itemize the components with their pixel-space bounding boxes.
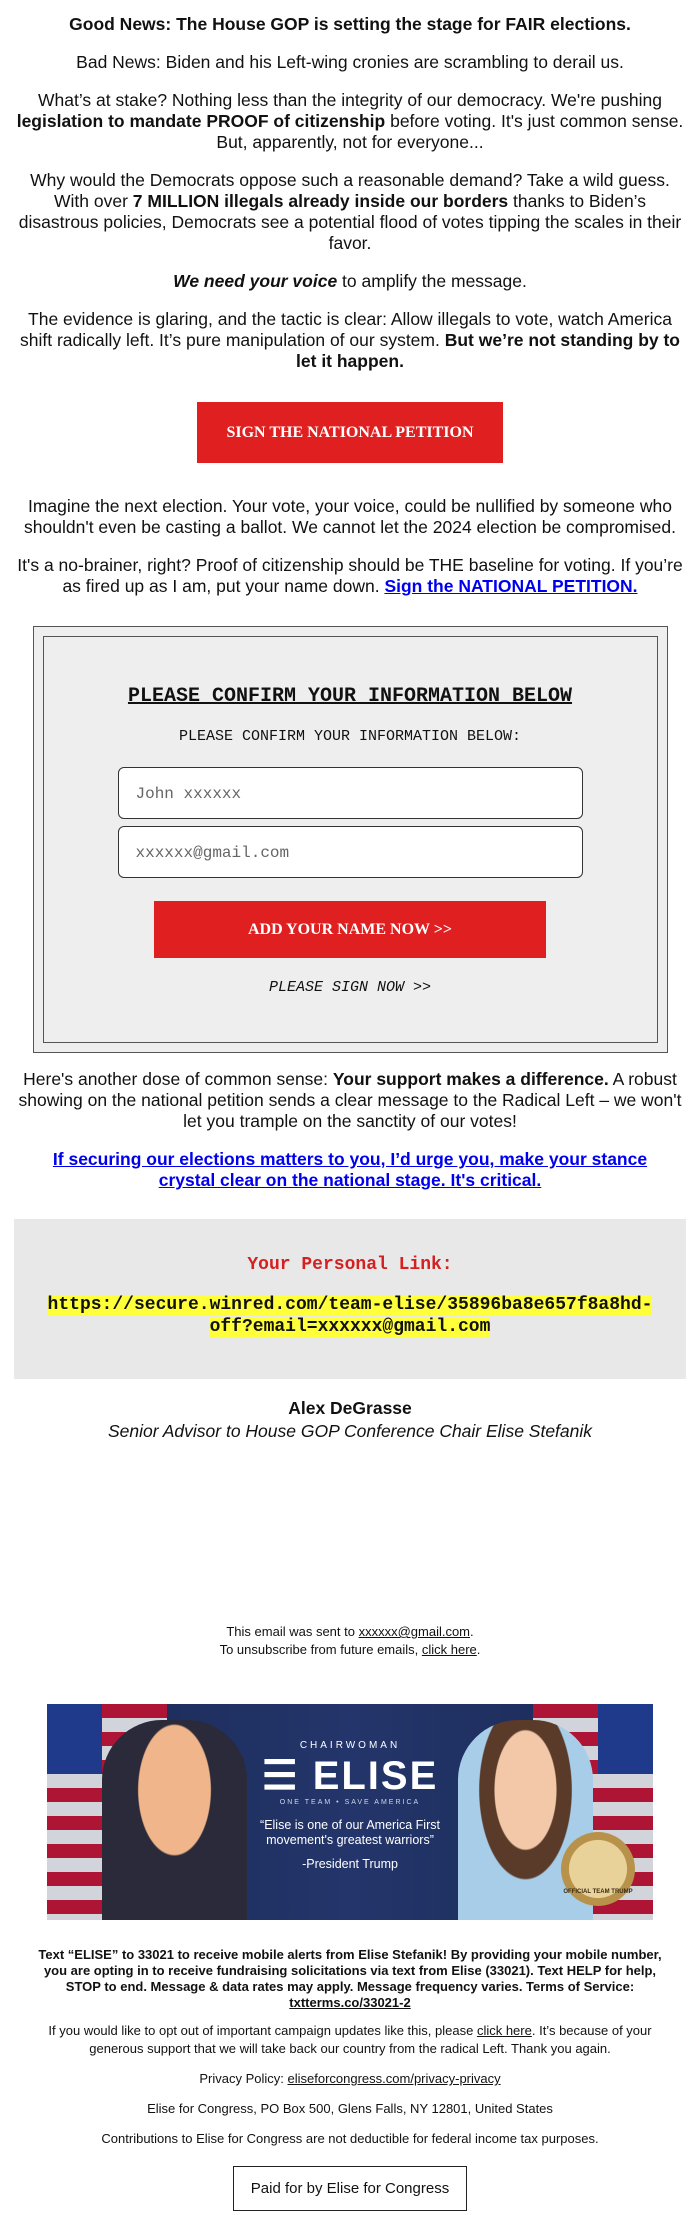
elise-logo-icon: ☰ bbox=[261, 1754, 313, 1798]
paragraph-text: It's a no-brainer, right? Proof of citizenship should be THE baseline for voting. If you’re as fired up as I am, put your name down. bbox=[17, 555, 683, 596]
paragraph-text: Here's another dose of common sense: bbox=[23, 1069, 333, 1089]
paragraph-text: A robust showing on the national petition sends a clear message to the Radical Left – we won't let you trample on the sanctity of our votes! bbox=[18, 1069, 682, 1131]
banner-center bbox=[237, 1704, 463, 1871]
paragraph-text: thanks to Biden’s disastrous policies, Democrats see a potential flood of votes tipping the scales in their favor. bbox=[18, 191, 682, 253]
banner-tagline: ONE TEAM • SAVE AMERICA bbox=[279, 1799, 421, 1806]
unsubscribe-suffix: . bbox=[476, 1642, 481, 1657]
sms-disclaimer bbox=[30, 1947, 670, 2011]
optout-text: . It’s because of your generous support that we will take back our country from the radical Left. Thank you again. bbox=[89, 2023, 652, 2056]
email-field[interactable]: xxxxxx@gmail.com bbox=[118, 826, 583, 878]
sign-now-link[interactable]: PLEASE SIGN NOW >> bbox=[268, 979, 432, 996]
paragraph-text: to amplify the message. bbox=[337, 271, 527, 291]
paragraph-bold: But we’re not standing by to let it happen. bbox=[296, 330, 680, 371]
sms-text: Text “ELISE” to 33021 to receive mobile alerts from Elise Stefanik! By providing your mobile number, you are opting in to receive fundraising solicitations via text from Elise (33021). Text HELP for help, STOP to end. Message & data rates may apply. Message frequency varies. Terms of Service: bbox=[38, 1947, 662, 1994]
elise-banner[interactable] bbox=[47, 1704, 653, 1920]
privacy-policy-link[interactable]: eliseforcongress.com/privacy-privacy bbox=[287, 2071, 501, 2086]
paragraph-bold: 7 MILLION illegals already inside our borders bbox=[132, 191, 509, 211]
signature-name: Alex DeGrasse bbox=[288, 1398, 412, 1418]
bad-news-paragraph: Bad News: Biden and his Left-wing cronies are scrambling to derail us. bbox=[76, 52, 624, 72]
paragraph-democrats bbox=[15, 170, 685, 254]
flag-canton-right bbox=[598, 1704, 653, 1774]
personal-link-box bbox=[14, 1219, 686, 1379]
personal-link-label: Your Personal Link: bbox=[247, 1255, 453, 1275]
personal-link-url-line[interactable]: https://secure.winred.com/team-elise/35896ba8e657f8a8hd- bbox=[47, 1295, 653, 1315]
add-name-button[interactable]: ADD YOUR NAME NOW >> bbox=[154, 901, 546, 958]
sms-terms-link[interactable]: txtterms.co/33021-2 bbox=[289, 1995, 411, 2010]
banner-eyebrow: CHAIRWOMAN bbox=[299, 1740, 401, 1751]
personal-link-url-line[interactable]: off?email=xxxxxx@gmail.com bbox=[209, 1317, 491, 1337]
privacy-prefix: Privacy Policy: bbox=[199, 2071, 288, 2086]
paragraph-no-brainer bbox=[15, 555, 685, 597]
personal-link-url[interactable] bbox=[14, 1294, 686, 1338]
paragraph-text: The evidence is glaring, and the tactic is clear: Allow illegals to vote, watch America shift radically left. It’s pure manipulation of our system. bbox=[19, 309, 672, 350]
paragraph-stakes bbox=[15, 90, 685, 153]
optout-line bbox=[30, 2022, 670, 2058]
paragraph-bold: legislation to mandate PROOF of citizenship bbox=[16, 111, 386, 131]
unsubscribe-prefix: To unsubscribe from future emails, bbox=[219, 1642, 422, 1657]
form-subtitle: PLEASE CONFIRM YOUR INFORMATION BELOW: bbox=[178, 728, 522, 745]
unsubscribe-line bbox=[0, 1641, 700, 1659]
official-team-trump-seal-icon bbox=[561, 1832, 635, 1906]
signature-title: Senior Advisor to House GOP Conference Chair Elise Stefanik bbox=[107, 1421, 593, 1441]
banner-quote: “Elise is one of our America First movement's greatest warriors” bbox=[260, 1818, 440, 1847]
sent-to-suffix: . bbox=[470, 1624, 474, 1639]
paragraph-evidence bbox=[15, 309, 685, 372]
privacy-line bbox=[0, 2070, 700, 2088]
banner-brand bbox=[237, 1753, 463, 1799]
paragraph-text: What’s at stake? Nothing less than the integrity of our democracy. We're pushing bbox=[38, 90, 662, 110]
paragraph-voice bbox=[15, 271, 685, 292]
banner-attribution: -President Trump bbox=[302, 1857, 398, 1871]
confirm-form-inner bbox=[43, 636, 658, 1043]
confirm-form bbox=[33, 626, 668, 1053]
seal-text: OFFICIAL TEAM TRUMP bbox=[563, 1889, 633, 1895]
paragraph-bold: Your support makes a difference. bbox=[332, 1069, 609, 1089]
sent-to-prefix: This email was sent to bbox=[226, 1624, 359, 1639]
headline: Good News: The House GOP is setting the stage for FAIR elections. bbox=[69, 14, 631, 34]
flag-canton-left bbox=[47, 1704, 102, 1774]
optout-text: If you would like to opt out of important campaign updates like this, please bbox=[48, 2023, 477, 2038]
name-field[interactable]: John xxxxxx bbox=[118, 767, 583, 819]
trump-photo bbox=[102, 1720, 247, 1920]
stance-link[interactable]: If securing our elections matters to you, I’d urge you, make your stance crystal clear on the national stage. It's critical. bbox=[52, 1149, 648, 1190]
sign-petition-button[interactable]: SIGN THE NATIONAL PETITION bbox=[197, 402, 503, 463]
sent-to-line bbox=[0, 1623, 700, 1641]
paragraph-imagine: Imagine the next election. Your vote, your voice, could be nullified by someone who shouldn't even be casting a ballot. We cannot let the 2024 election be compromised. bbox=[24, 496, 676, 537]
tax-disclaimer: Contributions to Elise for Congress are not deductible for federal income tax purposes. bbox=[101, 2131, 599, 2146]
unsubscribe-link[interactable]: click here bbox=[421, 1642, 477, 1657]
paragraph-text: Why would the Democrats oppose such a reasonable demand? Take a wild guess. With over bbox=[30, 170, 670, 211]
paragraph-bold-italic: We need your voice bbox=[173, 271, 338, 291]
paragraph-text: before voting. It's just common sense. But, apparently, not for everyone... bbox=[216, 111, 684, 152]
mailing-address: Elise for Congress, PO Box 500, Glens Falls, NY 12801, United States bbox=[147, 2101, 553, 2116]
optout-link[interactable]: click here bbox=[476, 2023, 532, 2038]
form-title: PLEASE CONFIRM YOUR INFORMATION BELOW bbox=[127, 685, 573, 708]
banner-brand-text: ELISE bbox=[312, 1754, 439, 1798]
sign-petition-link[interactable]: Sign the NATIONAL PETITION. bbox=[384, 576, 638, 596]
paragraph-common-sense bbox=[15, 1069, 685, 1132]
paid-for-box: Paid for by Elise for Congress bbox=[233, 2166, 467, 2211]
sent-to-email-link[interactable]: xxxxxx@gmail.com bbox=[358, 1624, 471, 1639]
